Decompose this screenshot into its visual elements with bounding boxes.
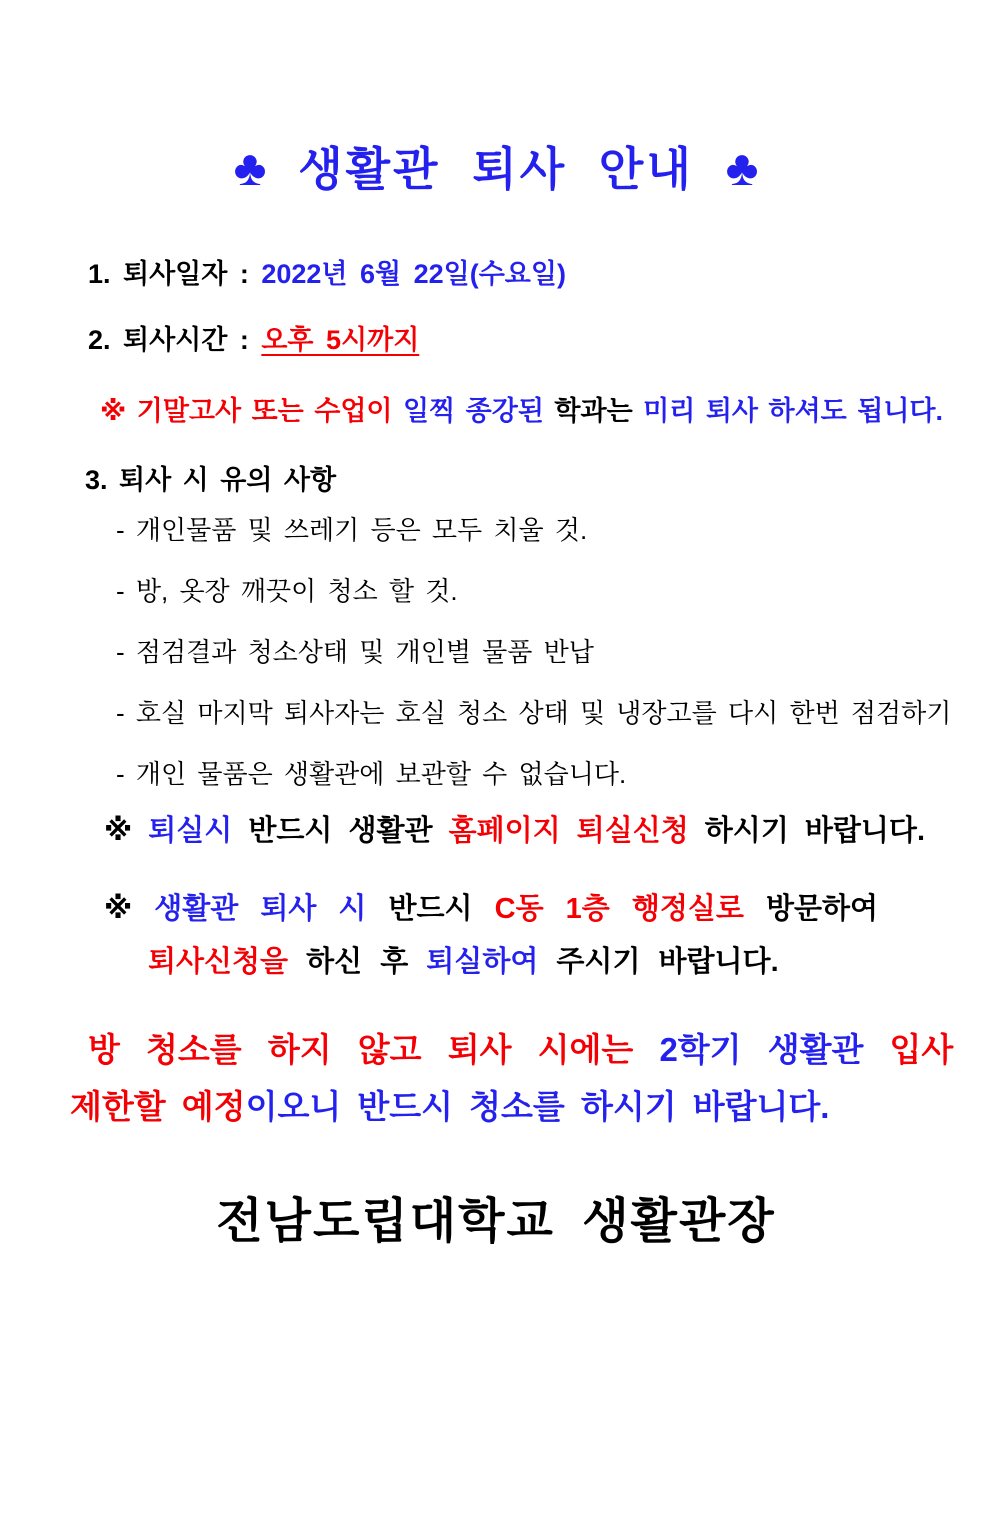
warning-l2-seg-0: 제한할 예정 bbox=[70, 1088, 246, 1125]
checkout-date-label: 1. 퇴사일자 : bbox=[88, 259, 262, 289]
early-checkout-note-seg-3: 미리 퇴사 하셔도 됩니다. bbox=[643, 396, 943, 426]
admin-note-l1-seg-1: 생활관 퇴사 시 bbox=[154, 893, 367, 925]
early-checkout-note bbox=[0, 391, 992, 431]
homepage-note-seg-4: 하시기 바랍니다. bbox=[688, 815, 926, 847]
checkout-date-value: 2022년 6월 22일(수요일) bbox=[261, 259, 566, 289]
precaution-item-3: - 점검결과 청소상태 및 개인별 물품 반납 bbox=[116, 637, 594, 667]
cleaning-warning-line2 bbox=[0, 1085, 992, 1129]
signature: 전남도립대학교 생활관장 bbox=[216, 1195, 776, 1248]
checkout-time-value: 오후 5시까지 bbox=[261, 325, 420, 355]
checkout-date-line bbox=[0, 255, 992, 293]
admin-note-l1-seg-3: C동 1층 행정실로 bbox=[494, 893, 744, 925]
admin-note-l2-seg-0: 퇴사신청을 bbox=[148, 946, 289, 978]
homepage-note-seg-0: ※ bbox=[104, 815, 149, 847]
page-title-text: 생활관 퇴사 안내 bbox=[298, 143, 694, 195]
admin-office-note-line1 bbox=[0, 887, 992, 931]
homepage-note-seg-2: 반드시 생활관 bbox=[232, 815, 449, 847]
warning-l1-seg-2: 입사 bbox=[889, 1031, 954, 1068]
admin-note-l2-seg-1: 하신 후 bbox=[288, 946, 427, 978]
precautions-heading: 3. 퇴사 시 유의 사항 bbox=[85, 465, 337, 495]
admin-office-note-line2 bbox=[0, 941, 992, 983]
early-checkout-note-seg-2: 학과는 bbox=[554, 396, 644, 426]
notice-page bbox=[0, 132, 992, 1535]
checkout-time-line bbox=[0, 321, 992, 359]
admin-note-l1-seg-4: 방문하여 bbox=[743, 893, 879, 925]
checkout-time-label: 2. 퇴사시간 : bbox=[88, 325, 262, 355]
club-icon-left: ♣ bbox=[233, 140, 267, 196]
admin-note-l1-seg-2: 반드시 bbox=[366, 893, 495, 925]
homepage-checkout-note bbox=[0, 809, 992, 853]
precaution-item-1: - 개인물품 및 쓰레기 등은 모두 치울 것. bbox=[116, 515, 588, 545]
club-icon-right: ♣ bbox=[725, 140, 759, 196]
precaution-item-4: - 호실 마지막 퇴사자는 호실 청소 상태 및 냉장고를 다시 한번 점검하기 bbox=[116, 698, 952, 728]
precaution-item-5: - 개인 물품은 생활관에 보관할 수 없습니다. bbox=[116, 759, 627, 789]
admin-note-l1-seg-0: ※ bbox=[104, 893, 155, 925]
admin-note-l2-seg-2: 퇴실하여 bbox=[426, 946, 539, 978]
warning-l2-seg-1: 이오니 반드시 청소를 하시기 바랍니다. bbox=[245, 1088, 830, 1125]
precaution-item-2: - 방, 옷장 깨끗이 청소 할 것. bbox=[116, 576, 458, 606]
cleaning-warning-line1 bbox=[0, 1027, 992, 1073]
page-title bbox=[0, 132, 992, 205]
warning-l1-seg-0: 방 청소를 하지 않고 퇴사 시에는 bbox=[88, 1031, 660, 1068]
warning-l1-seg-1: 2학기 생활관 bbox=[659, 1031, 890, 1068]
admin-note-l2-seg-3: 주시기 바랍니다. bbox=[538, 946, 779, 978]
early-checkout-note-seg-0: ※ 기말고사 또는 수업이 bbox=[100, 396, 403, 426]
early-checkout-note-seg-1: 일찍 종강된 bbox=[403, 396, 555, 426]
homepage-note-seg-3: 홈페이지 퇴실신청 bbox=[448, 815, 689, 847]
homepage-note-seg-1: 퇴실시 bbox=[148, 815, 233, 847]
